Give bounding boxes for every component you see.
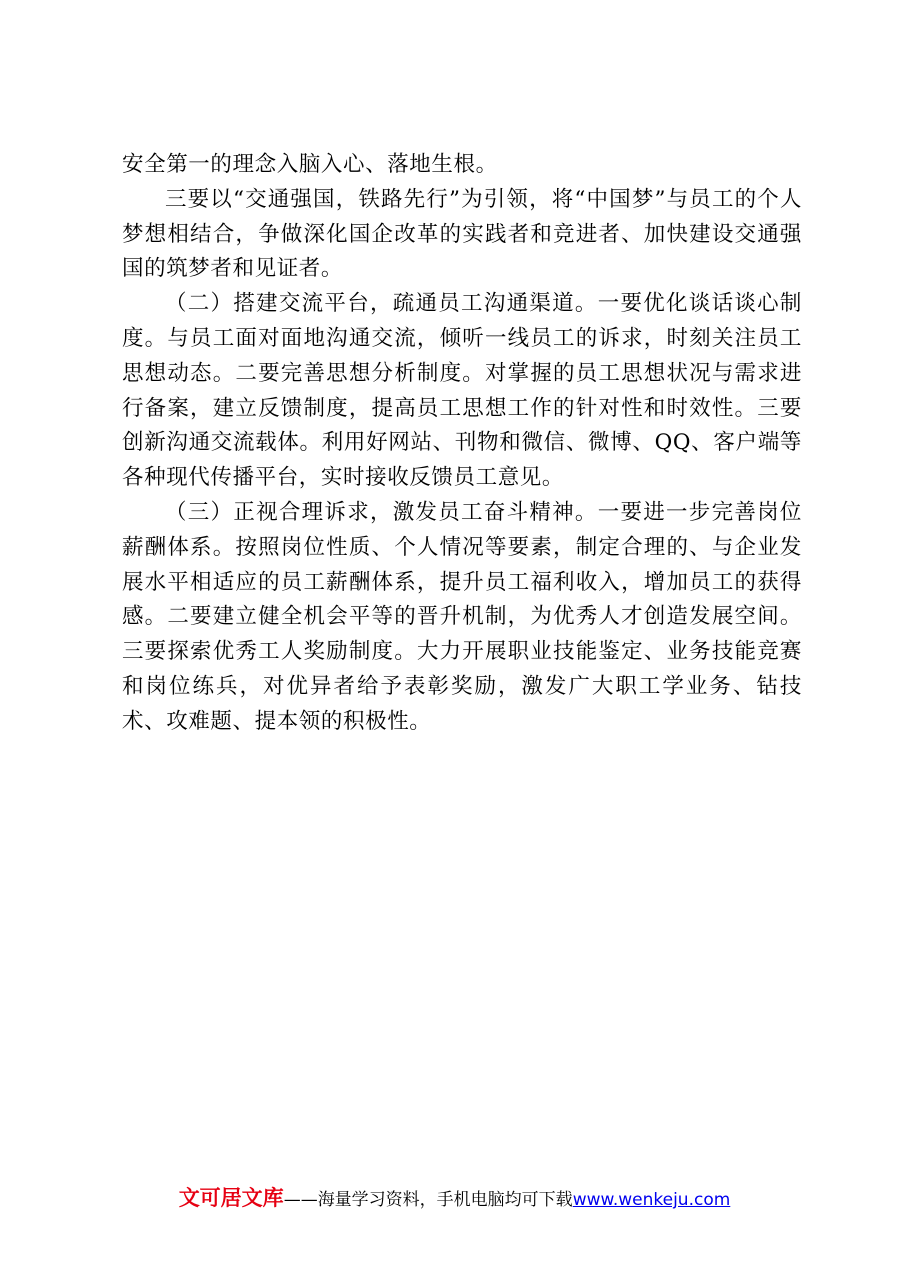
footer-brand: 文可居文库 [178,1186,284,1210]
paragraph-1: 安全第一的理念入脑入心、落地生根。 [122,152,498,177]
document-body [122,148,802,740]
footer-slogan: ——海量学习资料，手机电脑均可下载 [283,1190,573,1210]
paragraph-2: 三要以“交通强国，铁路先行”为引领，将“中国梦”与员工的个人梦想相结合，争做深化国企改革的实践者和竞进者、加快建设交通强国的筑梦者和见证者。 [122,186,802,282]
footer-website-link[interactable]: www.wenkeju.com [572,1190,731,1210]
footer-banner [0,1182,909,1212]
paragraph-4: （三）正视合理诉求，激发员工奋斗精神。一要进一步完善岗位薪酬体系。按照岗位性质、个人情况等要素，制定合理的、与企业发展水平相适应的员工薪酬体系，提升员工福利收入，增加员工的获得感。二要建立健全机会平等的晋升机制，为优秀人才创造发展空间。三要探索优秀工人奖励制度。大力开展职业技能鉴定、业务技能竞赛和岗位练兵，对优异者给予表彰奖励，激发广大职工学业务、钻技术、攻难题、提本领的积极性。 [122,499,802,734]
paragraph-3: （二）搭建交流平台，疏通员工沟通渠道。一要优化谈话谈心制度。与员工面对面地沟通交流，倾听一线员工的诉求，时刻关注员工思想动态。二要完善思想分析制度。对掌握的员工思想状况与需求进行备案，建立反馈制度，提高员工思想工作的针对性和时效性。三要创新沟通交流载体。利用好网站、刊物和微信、微博、QQ、客户端等各种现代传播平台，实时接收反馈员工意见。 [122,291,802,491]
